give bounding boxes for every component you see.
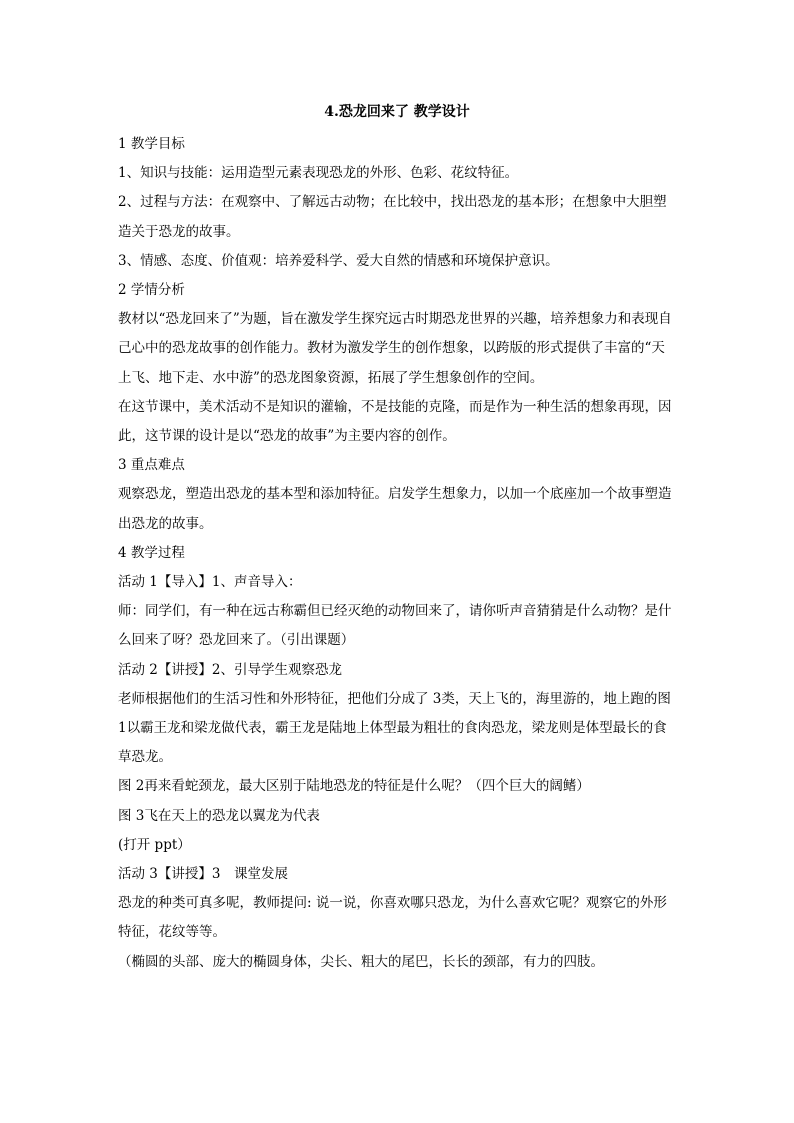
section-heading-process: 4 教学过程: [118, 544, 185, 561]
paragraph: 观察恐龙，塑造出恐龙的基本型和添加特征。启发学生想象力，以加一个底座加一个故事塑造出恐龙的故事。: [118, 486, 672, 532]
paragraph: 在这节课中，美术活动不是知识的灌输，不是技能的克隆，而是作为一种生活的想象再现，因此，这节课的设计是以“恐龙的故事”为主要内容的创作。: [118, 398, 672, 445]
section-heading-analysis: 2 学情分析: [118, 282, 185, 299]
paragraph: 图 2再来看蛇颈龙，最大区别于陆地恐龙的特征是什么呢？（四个巨大的阔鳍）: [118, 778, 590, 795]
section-heading-key-points: 3 重点难点: [118, 457, 185, 474]
paragraph: (打开 ppt）: [118, 836, 191, 853]
paragraph: 活动 2【讲授】2、引导学生观察恐龙: [118, 661, 342, 678]
paragraph: 教材以“恐龙回来了”为题，旨在激发学生探究远古时期恐龙世界的兴趣，培养想象力和表现自己心中的恐龙故事的创作能力。教材为激发学生的创作想象，以跨版的形式提供了丰富的“天上飞、地下走、水中游”的恐龙图象资源，拓展了学生想象创作的空间。: [118, 311, 672, 386]
document-body: [118, 130, 678, 977]
paragraph: 2、过程与方法：在观察中、了解远古动物；在比较中，找出恐龙的基本形；在想象中大胆塑造关于恐龙的故事。: [118, 194, 667, 240]
paragraph: 师：同学们，有一种在远古称霸但已经灭绝的动物回来了，请你听声音猜猜是什么动物？是什么回来了呀？恐龙回来了。（引出课题）: [118, 603, 672, 649]
paragraph: 1、知识与技能：运用造型元素表现恐龙的外形、色彩、花纹特征。: [118, 165, 519, 182]
paragraph: 老师根据他们的生活习性和外形特征，把他们分成了 3类，天上飞的，海里游的，地上跑的图 1以霸王龙和梁龙做代表，霸王龙是陆地上体型最为粗壮的食肉恐龙，梁龙则是体型最长的食草恐龙。: [118, 690, 671, 766]
paragraph: 3、情感、态度、价值观：培养爱科学、爱大自然的情感和环境保护意识。: [118, 252, 559, 269]
paragraph: （椭圆的头部、庞大的椭圆身体，尖长、粗大的尾巴，长长的颈部，有力的四肢。: [118, 953, 604, 970]
paragraph: 活动 1【导入】1、声音导入：: [118, 574, 302, 591]
document-title: 4.恐龙回来了 教学设计: [324, 104, 470, 120]
paragraph: 图 3飞在天上的恐龙以翼龙为代表: [118, 807, 320, 824]
paragraph: 恐龙的种类可真多呢，教师提问: 说一说，你喜欢哪只恐龙，为什么喜欢它呢？观察它的外形特征，花纹等等。: [118, 895, 667, 941]
section-heading-objectives: 1 教学目标: [118, 136, 185, 152]
paragraph: 活动 3【讲授】3 课堂发展: [118, 866, 288, 883]
